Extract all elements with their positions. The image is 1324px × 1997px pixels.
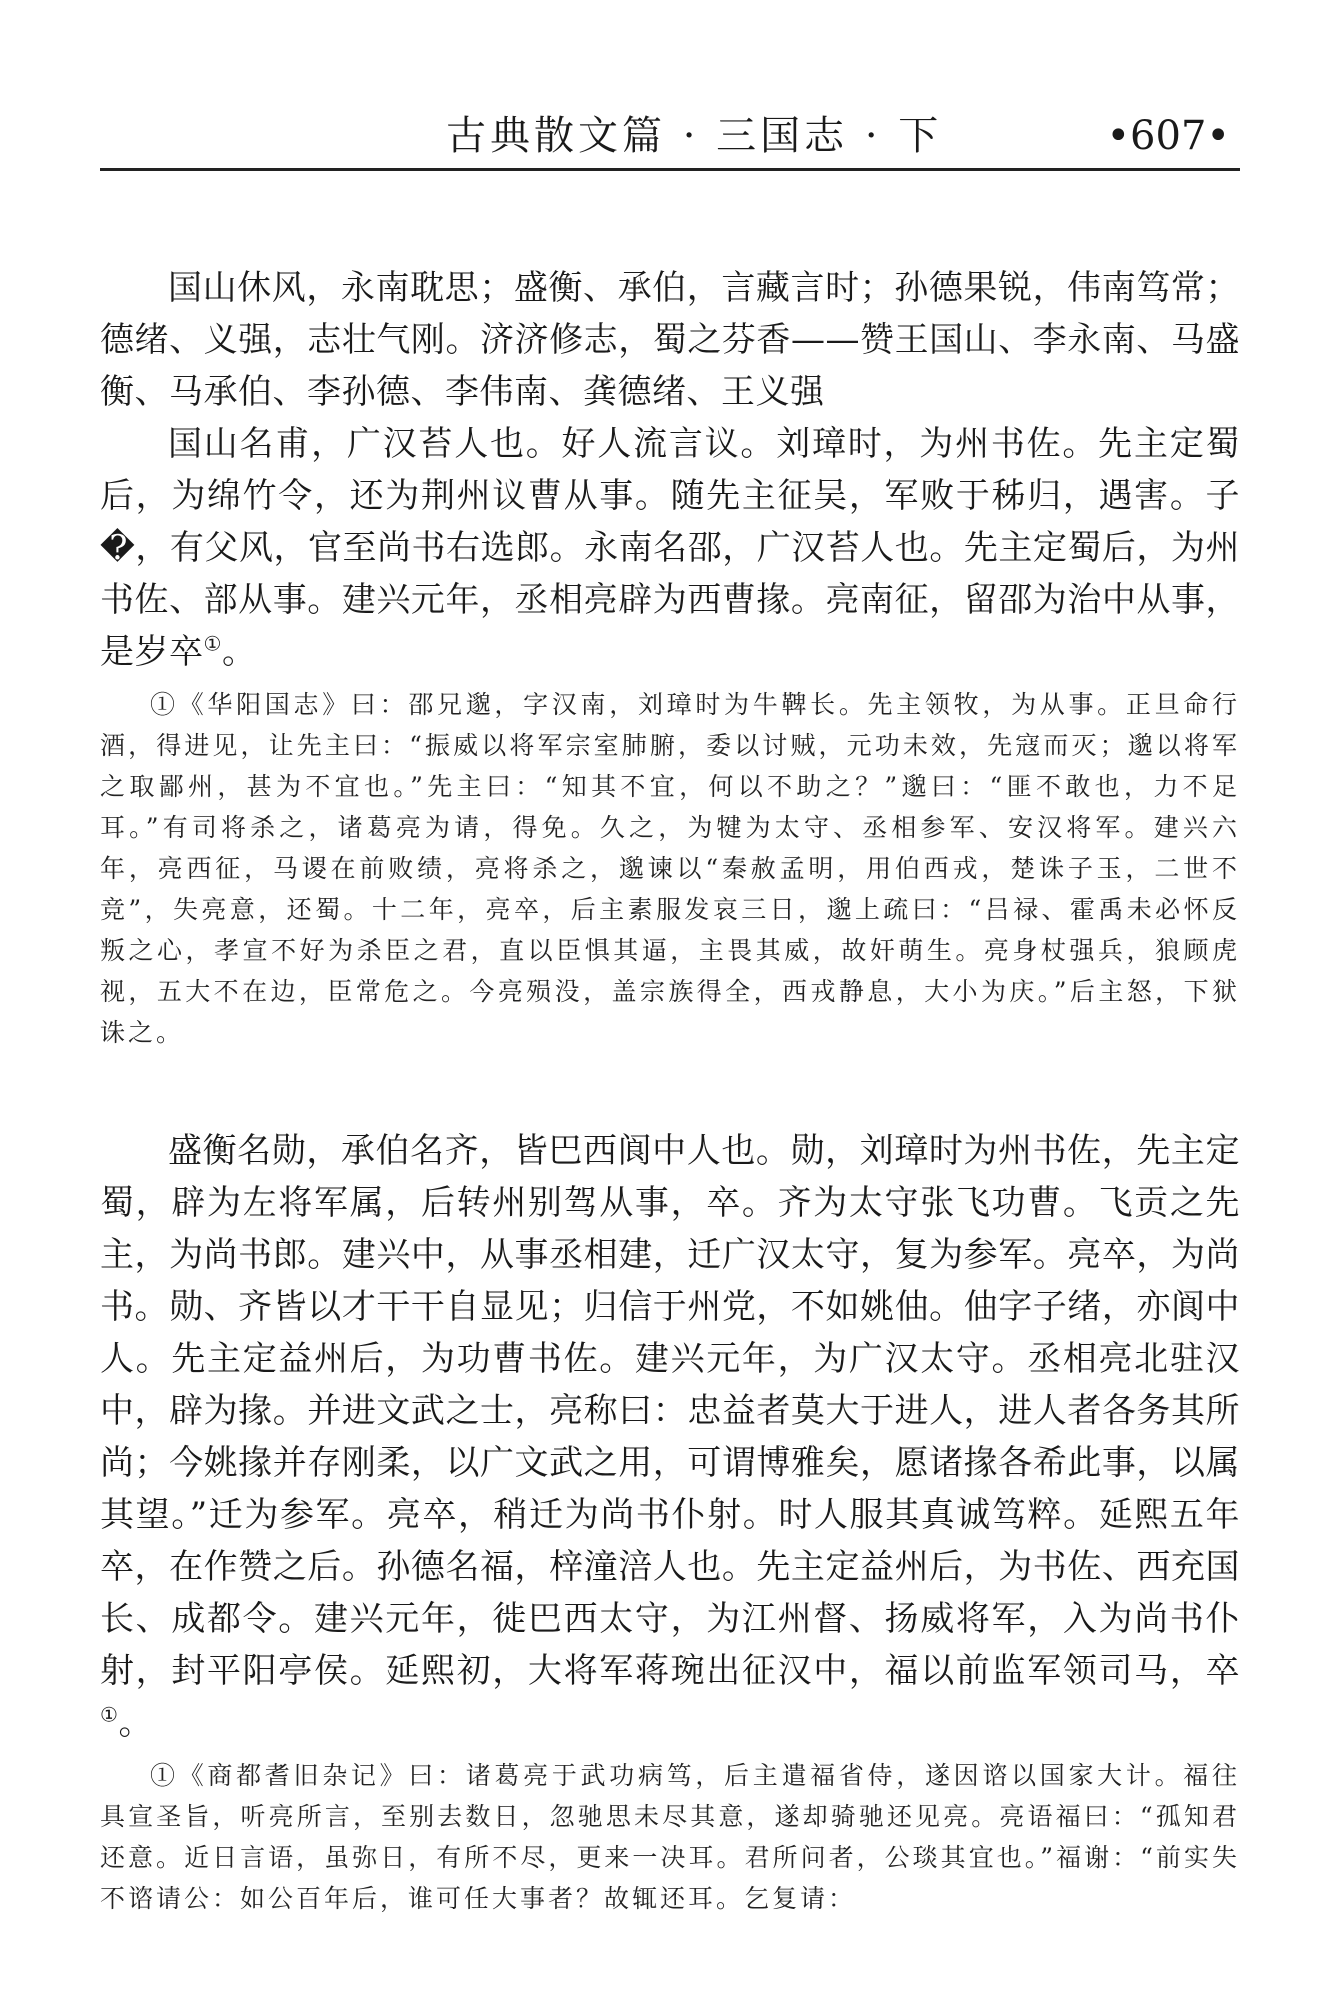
- footnote-marker: ①: [100, 1702, 119, 1727]
- paragraph-end: 。: [118, 1703, 153, 1743]
- paragraph-zan: 国山休风，永南耽思；盛衡、承伯，言藏言时；孙德果锐，伟南笃常；德绪、义强，志壮气刚。济济修志，蜀之芬香——赞王国山、李永南、马盛衡、马承伯、李孙德、李伟南、龚德绪、王义强: [100, 268, 1240, 412]
- page-header: [100, 100, 1240, 172]
- footnote-2: ①《商都耆旧杂记》曰：诸葛亮于武功病笃，后主遣福省侍，遂因谘以国家大计。福往具宣圣旨，听亮所言，至别去数日，忽驰思未尽其意，遂却骑驰还见亮。亮语福曰：“孤知君还意。近日言语，虽弥日，有所不尽，更来一决耳。君所问者，公琰其宜也。”福谢：“前实失不谘请公：如公百年后，谁可任大事者？故辄还耳。乞复请：: [100, 1761, 1240, 1913]
- footnote-1: ①《华阳国志》曰：邵兄邈，字汉南，刘璋时为牛鞞长。先主领牧，为从事。正旦命行酒，得进见，让先主曰：“振威以将军宗室肺腑，委以讨贼，元功未效，先寇而灭；邈以将军之取鄙州，甚为不宜也。”先主曰：“知其不宜，何以不助之？”邈曰：“匪不敢也，力不足耳。”有司将杀之，诸葛亮为请，得免。久之，为犍为太守、丞相参军、安汉将军。建兴六年，亮西征，马谡在前败绩，亮将杀之，邈谏以“秦赦孟明，用伯西戎，楚诛子玉，二世不竞”，失亮意，还蜀。十二年，亮卒，后主素服发哀三日，邈上疏曰：“吕禄、霍禹未必怀反叛之心，孝宣不好为杀臣之君，直以臣惧其逼，主畏其威，故奸萌生。亮身杖强兵，狼顾虎视，五大不在边，臣常危之。今亮殒没，盖宗族得全，西戎静息，大小为庆。”后主怒，下狱诛之。: [100, 690, 1240, 1047]
- section-wang-li: [100, 262, 1240, 1053]
- paragraph-text: 国山名甫，广汉苔人也。好人流言议。刘璋时，为州书佐。先主定蜀后，为绵竹令，还为荆州议曹从事。随先主征吴，军败于秭归，遇害。子�，有父风，官至尚书右选郎。永南名邵，广汉苔人也。先主定蜀后，为州书佐、部从事。建兴元年，丞相亮辟为西曹掾。亮南征，留邵为治中从事，是岁卒: [100, 424, 1240, 672]
- footnote-marker: ①: [203, 631, 222, 656]
- page-number: •607•: [1106, 113, 1230, 159]
- paragraph-end: 。: [221, 632, 257, 672]
- header-rule: [100, 168, 1240, 171]
- running-title: 古典散文篇 · 三国志 · 下: [446, 113, 943, 159]
- paragraph-text: 盛衡名勋，承伯名齐，皆巴西阆中人也。勋，刘璋时为州书佐，先主定蜀，辟为左将军属，后转州别驾从事，卒。齐为太守张飞功曹。飞贡之先主，为尚书郎。建兴中，从事丞相建，迁广汉太守，复为参军。亮卒，为尚书。勋、齐皆以才干干自显见；归信于州党，不如姚伷。伷字子绪，亦阆中人。先主定益州后，为功曹书佐。建兴元年，为广汉太守。丞相亮北驻汉中，辟为掾。并进文武之士，亮称曰：忠益者莫大于进人，进人者各务其所尚；今姚掾并存刚柔，以广文武之用，可谓博雅矣，愿诸掾各希此事，以属其望。”迁为参军。亮卒，稍迁为尚书仆射。时人服其真诚笃粹。延熙五年卒，在作赞之后。孙德名福，梓潼涪人也。先主定益州后，为书佐、西充国长、成都令。建兴元年，徙巴西太守，为江州督、扬威将军，入为尚书仆射，封平阳亭侯。延熙初，大将军蒋琬出征汉中，福以前监军领司马，卒: [100, 1131, 1240, 1691]
- section-ma-li: [100, 1125, 1240, 1919]
- paragraph-biography-2: [100, 1125, 1240, 1749]
- paragraph-biography-1: [100, 418, 1240, 678]
